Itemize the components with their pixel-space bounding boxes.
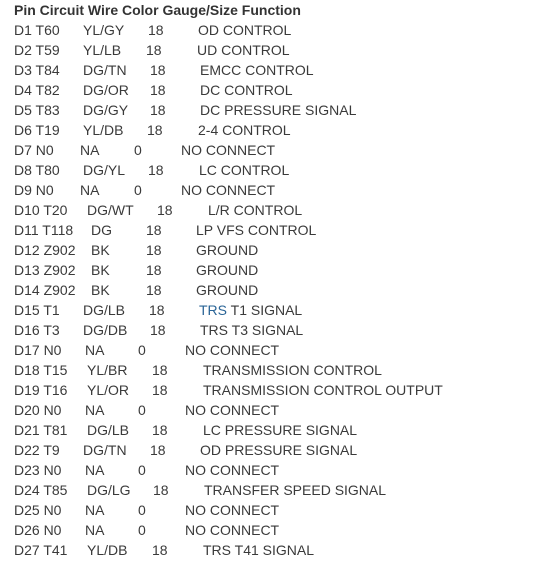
cell-color: BK	[91, 282, 110, 298]
cell-gauge: 18	[150, 102, 166, 118]
cell-color: YL/DB	[87, 542, 128, 558]
table-row	[0, 80, 544, 100]
table-row	[0, 480, 544, 500]
cell-gauge: 18	[148, 22, 164, 38]
table-row	[0, 340, 544, 360]
cell-gauge: 18	[146, 242, 162, 258]
table-row	[0, 120, 544, 140]
cell-gauge: 18	[152, 382, 168, 398]
cell-gauge: 0	[134, 142, 142, 158]
cell-function: UD CONTROL	[197, 42, 290, 58]
cell-function: LC CONTROL	[199, 162, 290, 178]
cell-gauge: 18	[152, 362, 168, 378]
table-row	[0, 140, 544, 160]
cell-pin: D27 T41	[14, 542, 68, 558]
cell-color: DG/YL	[83, 162, 126, 178]
table-header: Pin Circuit Wire Color Gauge/Size Function	[14, 2, 301, 18]
cell-function: NO CONNECT	[185, 342, 280, 358]
cell-gauge: 18	[149, 302, 165, 318]
table-row	[0, 160, 544, 180]
cell-pin: D19 T16	[14, 382, 68, 398]
cell-color: DG/TN	[83, 62, 127, 78]
table-row	[0, 360, 544, 380]
cell-function: 2-4 CONTROL	[198, 122, 291, 138]
cell-function: TRANSMISSION CONTROL OUTPUT	[203, 382, 443, 398]
table-row	[0, 100, 544, 120]
cell-gauge: 18	[146, 42, 162, 58]
table-row	[0, 460, 544, 480]
table-row	[0, 380, 544, 400]
table-row	[0, 280, 544, 300]
cell-color: BK	[91, 242, 110, 258]
cell-pin: D1 T60	[14, 22, 60, 38]
cell-pin: D7 N0	[14, 142, 54, 158]
cell-function: EMCC CONTROL	[200, 62, 314, 78]
cell-pin: D11 T118	[14, 222, 74, 238]
cell-pin: D15 T1	[14, 302, 60, 318]
cell-gauge: 18	[152, 542, 168, 558]
cell-color: NA	[85, 462, 105, 478]
cell-color: YL/DB	[83, 122, 124, 138]
table-row	[0, 20, 544, 40]
cell-color: NA	[85, 402, 105, 418]
cell-gauge: 18	[150, 442, 166, 458]
cell-gauge: 18	[150, 322, 166, 338]
cell-pin: D17 N0	[14, 342, 62, 358]
table-row	[0, 60, 544, 80]
cell-color: DG/LG	[87, 482, 131, 498]
cell-gauge: 18	[150, 82, 166, 98]
cell-pin: D21 T81	[14, 422, 68, 438]
cell-gauge: 0	[134, 182, 142, 198]
cell-color: NA	[85, 502, 105, 518]
cell-pin: D24 T85	[14, 482, 68, 498]
cell-function: OD CONTROL	[198, 22, 292, 38]
cell-function: NO CONNECT	[185, 502, 280, 518]
cell-color: DG/LB	[87, 422, 130, 438]
cell-pin: D10 T20	[14, 202, 68, 218]
cell-function: OD PRESSURE SIGNAL	[200, 442, 358, 458]
cell-function: DC CONTROL	[200, 82, 293, 98]
table-row	[0, 300, 544, 320]
cell-pin: D25 N0	[14, 502, 62, 518]
cell-gauge: 18	[146, 262, 162, 278]
cell-function: LP VFS CONTROL	[196, 222, 317, 238]
cell-function: TRANSMISSION CONTROL	[203, 362, 382, 378]
table-row	[0, 440, 544, 460]
cell-color: NA	[80, 142, 100, 158]
cell-function: GROUND	[196, 242, 259, 258]
cell-gauge: 18	[157, 202, 173, 218]
cell-function: GROUND	[196, 282, 259, 298]
cell-gauge: 18	[148, 162, 164, 178]
cell-pin: D3 T84	[14, 62, 60, 78]
table-row	[0, 500, 544, 520]
cell-function: NO CONNECT	[181, 182, 276, 198]
cell-color: DG/WT	[87, 202, 134, 218]
cell-color: YL/LB	[83, 42, 122, 58]
cell-pin: D4 T82	[14, 82, 60, 98]
cell-function: TRS T3 SIGNAL	[200, 322, 304, 338]
cell-color: DG/DB	[83, 322, 128, 338]
trs-link[interactable]: TRS	[199, 302, 227, 318]
table-row	[0, 200, 544, 220]
cell-gauge: 0	[138, 502, 146, 518]
cell-color: YL/OR	[87, 382, 130, 398]
cell-gauge: 0	[138, 342, 146, 358]
table-row	[0, 220, 544, 240]
cell-pin: D26 N0	[14, 522, 62, 538]
cell-function: NO CONNECT	[185, 522, 280, 538]
cell-pin: D12 Z902	[14, 242, 76, 258]
cell-color: DG/LB	[83, 302, 126, 318]
cell-gauge: 0	[138, 462, 146, 478]
cell-gauge: 18	[146, 282, 162, 298]
cell-function: NO CONNECT	[185, 402, 280, 418]
cell-pin: D23 N0	[14, 462, 62, 478]
cell-function: NO CONNECT	[181, 142, 276, 158]
table-row	[0, 40, 544, 60]
cell-pin: D13 Z902	[14, 262, 76, 278]
cell-pin: D16 T3	[14, 322, 60, 338]
cell-pin: D22 T9	[14, 442, 60, 458]
cell-pin: D20 N0	[14, 402, 62, 418]
cell-pin: D9 N0	[14, 182, 54, 198]
cell-pin: D2 T59	[14, 42, 60, 58]
table-row	[0, 240, 544, 260]
cell-gauge: 0	[138, 402, 146, 418]
cell-function: GROUND	[196, 262, 259, 278]
cell-function: NO CONNECT	[185, 462, 280, 478]
table-row	[0, 420, 544, 440]
cell-color: YL/GY	[83, 22, 125, 38]
cell-color: DG/GY	[83, 102, 129, 118]
cell-gauge: 18	[150, 62, 166, 78]
cell-gauge: 18	[153, 482, 169, 498]
cell-function: TRS T41 SIGNAL	[203, 542, 315, 558]
cell-color: DG/TN	[83, 442, 127, 458]
cell-pin: D5 T83	[14, 102, 60, 118]
cell-gauge: 18	[147, 122, 163, 138]
table-row	[0, 320, 544, 340]
table-row	[0, 540, 544, 560]
table-row	[0, 520, 544, 540]
cell-color: DG/OR	[83, 82, 129, 98]
cell-color: NA	[80, 182, 100, 198]
cell-color: NA	[85, 342, 105, 358]
cell-function: LC PRESSURE SIGNAL	[203, 422, 358, 438]
cell-pin: D14 Z902	[14, 282, 76, 298]
cell-pin: D8 T80	[14, 162, 60, 178]
cell-color: YL/BR	[87, 362, 128, 378]
table-row	[0, 180, 544, 200]
table-row	[0, 260, 544, 280]
cell-gauge: 0	[138, 522, 146, 538]
table-row	[0, 400, 544, 420]
function-text: T1 SIGNAL	[227, 302, 303, 318]
cell-gauge: 18	[146, 222, 162, 238]
cell-gauge: 18	[152, 422, 168, 438]
cell-function: L/R CONTROL	[208, 202, 303, 218]
cell-pin: D6 T19	[14, 122, 60, 138]
cell-color: BK	[91, 262, 110, 278]
cell-function: TRANSFER SPEED SIGNAL	[204, 482, 387, 498]
cell-function	[199, 300, 302, 320]
cell-color: DG	[91, 222, 112, 238]
cell-function: DC PRESSURE SIGNAL	[200, 102, 357, 118]
cell-color: NA	[85, 522, 105, 538]
pinout-rows	[0, 20, 544, 560]
cell-pin: D18 T15	[14, 362, 68, 378]
